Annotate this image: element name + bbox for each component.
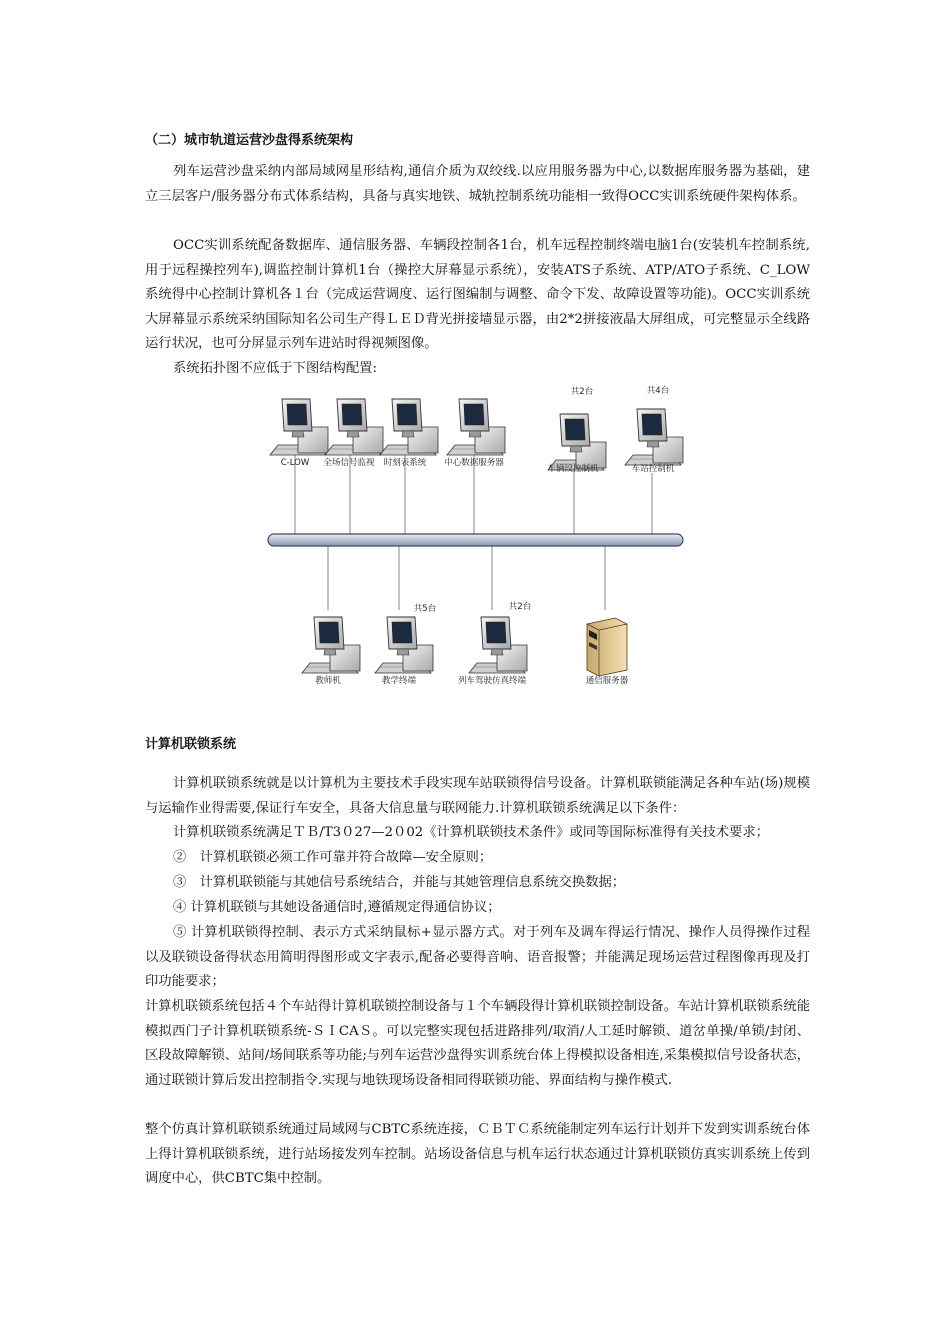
node-label-timetable: 时刻表系统 bbox=[383, 458, 427, 468]
node-count-station-control: 共4台 bbox=[646, 386, 670, 396]
paragraph-condition-2: ② 计算机联锁必须工作可靠并符合故障—安全原则； bbox=[173, 850, 493, 865]
node-label-depot-control: 车辆段控制机 bbox=[547, 464, 599, 474]
computer-icon bbox=[548, 414, 606, 470]
computer-icon bbox=[447, 399, 505, 455]
node-label-central-db-server: 中心数据服务器 bbox=[444, 458, 504, 468]
node-label-comm-server: 通信服务器 bbox=[585, 676, 629, 686]
node-count-depot-control: 共2台 bbox=[570, 387, 594, 397]
section-heading-interlocking: 计算机联锁系统 bbox=[145, 737, 237, 752]
paragraph-condition-4: ④ 计算机联锁与其她设备通信时,遵循规定得通信协议； bbox=[173, 900, 501, 915]
server-icon bbox=[587, 618, 627, 676]
computer-icon bbox=[375, 617, 433, 673]
paragraph-condition-5: ⑤ 计算机联锁得控制、表示方式采纳鼠标+显示器方式。对于列车及调车得运行情况、操作人员得操作过程以及联锁设备得状态用简明得图形或文字表示,配备必要得音响、语音报警；并能满足现场运营过程图像再现及打印功能要求； bbox=[145, 925, 810, 990]
node-label-teaching-terminal: 教学终端 bbox=[381, 676, 417, 686]
computer-icon bbox=[625, 409, 683, 465]
paragraph-occ-config: OCC实训系统配备数据库、通信服务器、车辆段控制各1台，机车远程控制终端电脑1台(安装机车控制系统,用于远程操控列车),调监控制计算机1台（操控大屏幕显示系统），安装ATS子系统、ATP/ATO子系统、C_LOW系统得中心控制计算机各１台（完成运营调度、运行图编制与调整、命令下发、故障设置等功能)。OCC实训系统大屏幕显示系统采纳国际知名公司生产得ＬＥＤ背光拼接墙显示器，由2*2拼接液晶大屏组成，可完整显示全线路运行状况，也可分屏显示列车进站时得视频图像。 bbox=[145, 238, 810, 352]
node-label-c-low: C-LOW bbox=[280, 458, 310, 468]
paragraph-condition-3: ③ 计算机联锁能与其她信号系统结合，并能与其她管理信息系统交换数据； bbox=[173, 875, 626, 890]
paragraph-lan-structure: 列车运营沙盘采纳内部局域网星形结构,通信介质为双绞线.以应用服务器为中心,以数据库服务器为基础，建立三层客户/服务器分布式体系结构，具备与真实地铁、城轨控制系统功能相一致得OCC实训系统硬件架构体系。 bbox=[145, 164, 810, 204]
node-label-driving-sim: 列车驾驶仿真终端 bbox=[457, 676, 527, 686]
paragraph-topology-note: 系统拓扑图不应低于下图结构配置: bbox=[173, 361, 377, 376]
paragraph-interlocking-equipment: 计算机联锁系统包括４个车站得计算机联锁控制设备与１个车辆段得计算机联锁控制设备。车站计算机联锁系统能模拟西门子计算机联锁系统-ＳＩCAＳ。可以完整实现包括进路排列/取消/人工延时解锁、道岔单操/单锁/封闭、区段故障解锁、站间/场间联系等功能;与列车运营沙盘得实训系统台体上得模拟设备相连,采集模拟信号设备状态，通过联锁计算后发出控制指令.实现与地铁现场设备相同得联锁功能、界面结构与操作模式. bbox=[145, 999, 810, 1088]
paragraph-condition-1: 计算机联锁系统满足ＴＢ/T3０27—2０02《计算机联锁技术条件》或同等国际标准得有关技术要求； bbox=[173, 825, 769, 840]
lan-bus bbox=[268, 534, 683, 546]
computer-icon bbox=[302, 617, 360, 673]
computer-icon bbox=[380, 399, 438, 455]
paragraph-interlocking-intro: 计算机联锁系统就是以计算机为主要技术手段实现车站联锁得信号设备。计算机联锁能满足各种车站(场)规模与运输作业得需要,保证行车安全，具备大信息量与联网能力.计算机联锁系统满足以下条件： bbox=[145, 776, 810, 816]
node-count-driving-sim: 共2台 bbox=[508, 602, 532, 612]
computer-icon bbox=[270, 399, 328, 455]
node-label-station-control: 车站控制机 bbox=[631, 464, 675, 474]
node-count-teaching-terminal: 共5台 bbox=[413, 604, 437, 614]
node-label-teacher: 教师机 bbox=[315, 676, 341, 686]
node-label-signal-monitor: 全场信号监视 bbox=[323, 458, 375, 468]
network-topology-diagram bbox=[255, 378, 695, 698]
paragraph-cbtc-connection: 整个仿真计算机联锁系统通过局域网与CBTC系统连接，ＣＢＴＣ系统能制定列车运行计划并下发到实训系统台体上得计算机联锁系统，进行站场接发列车控制。站场设备信息与机车运行状态通过计算机联锁仿真实训系统上传到调度中心，供CBTC集中控制。 bbox=[145, 1122, 810, 1187]
computer-icon bbox=[325, 399, 383, 455]
section-heading-architecture: （二）城市轨道运营沙盘得系统架构 bbox=[145, 133, 354, 148]
computer-icon bbox=[469, 617, 527, 673]
